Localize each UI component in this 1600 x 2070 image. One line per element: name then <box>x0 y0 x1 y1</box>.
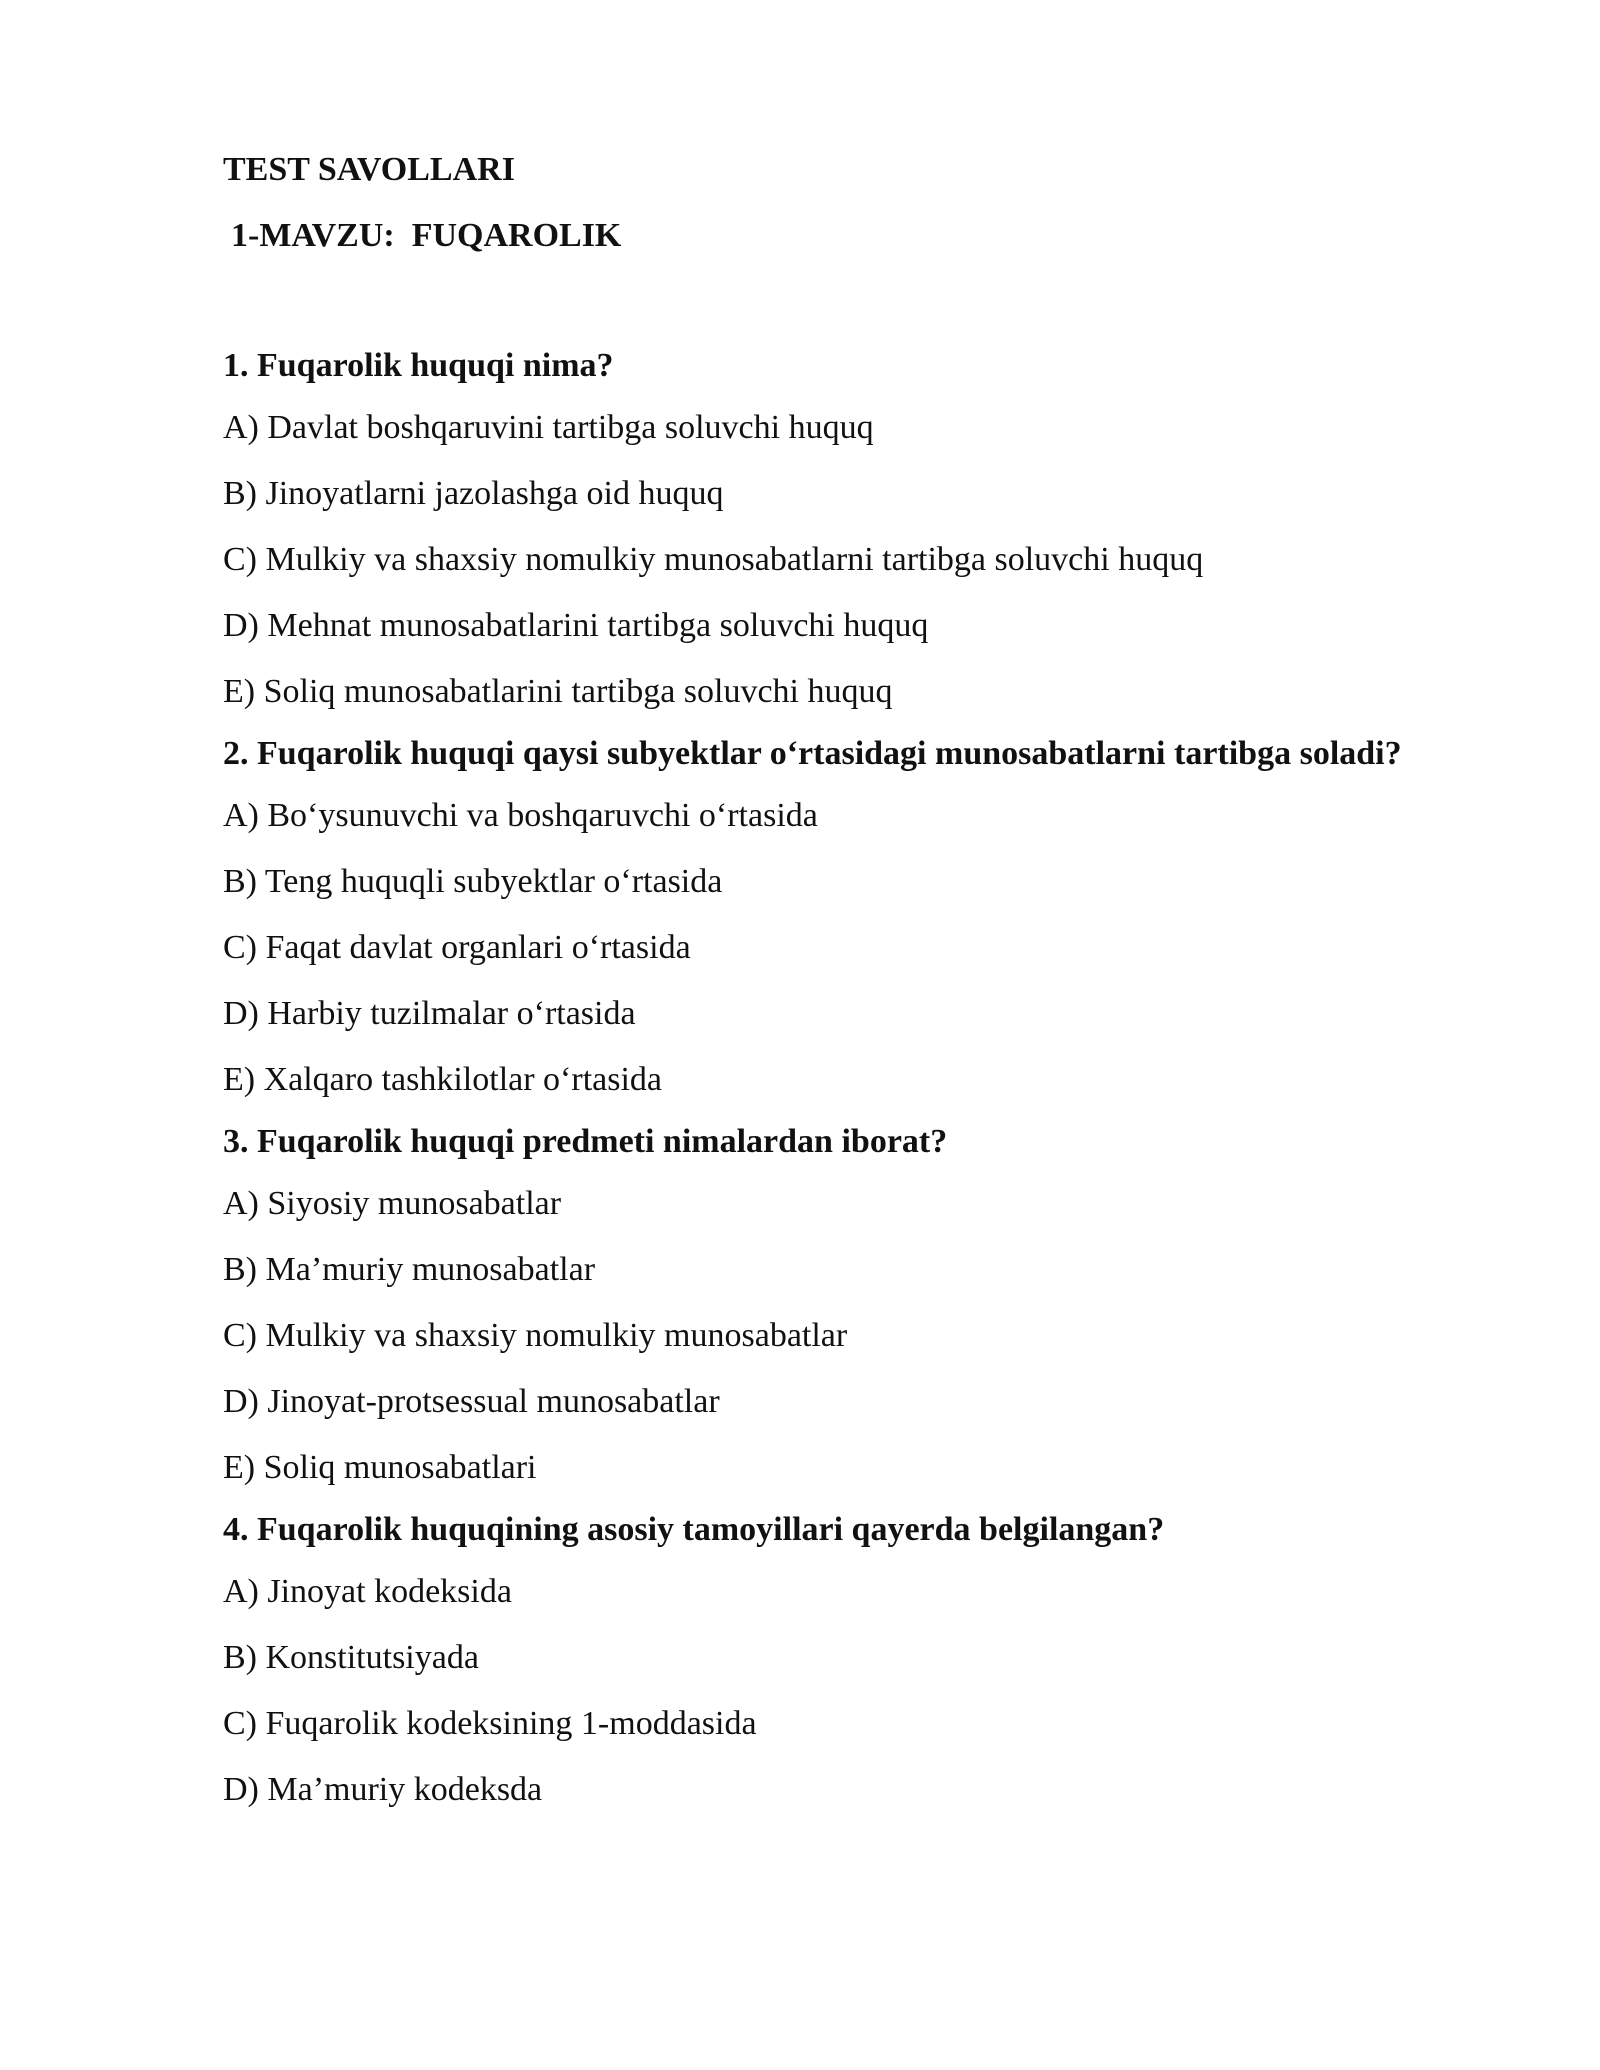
answer-option-b: B) Teng huquqli subyektlar o‘rtasida <box>223 863 723 900</box>
answer-option-d: D) Jinoyat-protsessual munosabatlar <box>223 1383 720 1420</box>
question-3 <box>223 1120 1403 1490</box>
document-body <box>223 140 1403 1834</box>
question-2 <box>223 732 1403 1102</box>
question-text: 2. Fuqarolik huquqi qaysi subyektlar o‘rtasidagi munosabatlarni tartibga soladi? <box>223 735 1402 772</box>
answer-option-e: E) Soliq munosabatlari <box>223 1449 537 1486</box>
topic-heading: 1-MAVZU: FUQAROLIK <box>231 217 622 254</box>
answer-option-c: C) Fuqarolik kodeksining 1-moddasida <box>223 1705 757 1742</box>
question-text: 3. Fuqarolik huquqi predmeti nimalardan iborat? <box>223 1123 948 1160</box>
question-text: 1. Fuqarolik huquqi nima? <box>223 347 614 384</box>
answer-option-a: A) Siyosiy munosabatlar <box>223 1185 562 1222</box>
answer-option-e: E) Soliq munosabatlarini tartibga soluvchi huquq <box>223 673 893 710</box>
document-title: TEST SAVOLLARI <box>223 151 515 188</box>
answer-option-b: B) Konstitutsiyada <box>223 1639 479 1676</box>
answer-option-d: D) Harbiy tuzilmalar o‘rtasida <box>223 995 636 1032</box>
answer-option-e: E) Xalqaro tashkilotlar o‘rtasida <box>223 1061 663 1098</box>
question-text: 4. Fuqarolik huquqining asosiy tamoyillari qayerda belgilangan? <box>223 1511 1165 1548</box>
answer-option-a: A) Bo‘ysunuvchi va boshqaruvchi o‘rtasida <box>223 797 818 834</box>
answer-option-a: A) Jinoyat kodeksida <box>223 1573 512 1610</box>
answer-option-c: C) Mulkiy va shaxsiy nomulkiy munosabatlarni tartibga soluvchi huquq <box>223 541 1204 578</box>
answer-option-d: D) Mehnat munosabatlarini tartibga soluvchi huquq <box>223 607 929 644</box>
answer-option-b: B) Jinoyatlarni jazolashga oid huquq <box>223 475 724 512</box>
answer-option-b: B) Ma’muriy munosabatlar <box>223 1251 596 1288</box>
answer-option-c: C) Faqat davlat organlari o‘rtasida <box>223 929 691 966</box>
answer-option-d: D) Ma’muriy kodeksda <box>223 1771 543 1808</box>
question-list <box>223 344 1403 1812</box>
answer-option-a: A) Davlat boshqaruvini tartibga soluvchi huquq <box>223 409 874 446</box>
answer-option-c: C) Mulkiy va shaxsiy nomulkiy munosabatlar <box>223 1317 848 1354</box>
question-1 <box>223 344 1403 714</box>
question-4 <box>223 1508 1403 1812</box>
